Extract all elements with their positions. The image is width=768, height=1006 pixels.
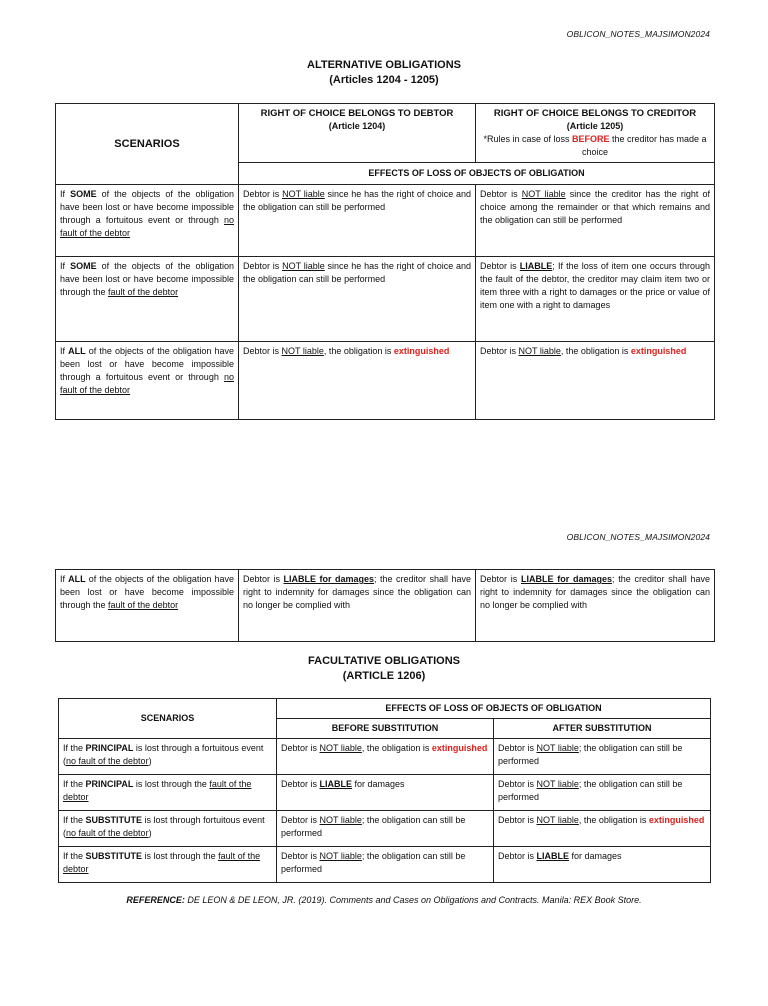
creditor-choice-title: RIGHT OF CHOICE BELONGS TO CREDITOR xyxy=(493,108,697,119)
fac-scenario-cell: If the PRINCIPAL is lost through a fortuitous event (no fault of the debtor) xyxy=(59,739,277,775)
alternative-obligations-title xyxy=(0,58,768,88)
reference-text: DE LEON & DE LEON, JR. (2019). Comments and Cases on Obligations and Contracts. Manila: REX Book Store. xyxy=(184,895,642,905)
after-substitution-cell: Debtor is NOT liable; the obligation can still be performed xyxy=(494,739,711,775)
effects-header xyxy=(239,163,715,185)
before-substitution-cell: Debtor is NOT liable, the obligation is extinguished xyxy=(277,739,494,775)
creditor-choice-article: (Article 1205) xyxy=(566,121,624,131)
before-substitution-cell: Debtor is NOT liable; the obligation can still be performed xyxy=(277,811,494,847)
fac-scenario-cell: If the PRINCIPAL is lost through the fault of the debtor xyxy=(59,775,277,811)
facultative-obligations-title xyxy=(0,654,768,684)
alternative-obligations-table-continued xyxy=(55,569,715,642)
reference-label: REFERENCE: xyxy=(126,895,185,905)
page-header-label: OBLICON_NOTES_MAJSIMON2024 xyxy=(566,29,710,39)
scenario-cell-all-no-fault: If ALL of the objects of the obligation have been lost or have become impossible through a fortuitous event or through no fault of the debtor xyxy=(56,342,239,420)
before-substitution-cell: Debtor is LIABLE for damages xyxy=(277,775,494,811)
effects-header-label: EFFECTS OF LOSS OF OBJECTS OF OBLIGATION xyxy=(368,168,585,178)
scenarios-header xyxy=(56,104,239,185)
scenario-cell-all-fault: If ALL of the objects of the obligation have been lost or have become impossible through the fault of the debtor xyxy=(56,570,239,642)
debtor-effect-cell: Debtor is NOT liable since he has the right of choice and the obligation can still be performed xyxy=(239,185,476,257)
after-substitution-cell: Debtor is NOT liable, the obligation is extinguished xyxy=(494,811,711,847)
fac-scenarios-label: SCENARIOS xyxy=(140,713,195,723)
before-highlight: BEFORE xyxy=(571,134,610,144)
creditor-effect-cell: Debtor is NOT liable since the creditor has the right of choice among the remainder or that which remains and the obligation can still be performed xyxy=(476,185,715,257)
debtor-effect-cell: Debtor is NOT liable since he has the right of choice and the obligation can still be performed xyxy=(239,257,476,342)
debtor-effect-cell: Debtor is NOT liable, the obligation is extinguished xyxy=(239,342,476,420)
after-substitution-cell: Debtor is NOT liable; the obligation can still be performed xyxy=(494,775,711,811)
subtitle-line: (ARTICLE 1206) xyxy=(342,670,426,682)
subtitle-line: (Articles 1204 - 1205) xyxy=(329,74,439,86)
before-substitution-header: BEFORE SUBSTITUTION xyxy=(277,719,494,739)
fac-effects-header xyxy=(277,699,711,719)
debtor-choice-title: RIGHT OF CHOICE BELONGS TO DEBTOR xyxy=(260,108,454,119)
creditor-choice-header xyxy=(476,104,715,163)
before-substitution-cell: Debtor is NOT liable; the obligation can still be performed xyxy=(277,847,494,883)
creditor-effect-cell: Debtor is NOT liable, the obligation is extinguished xyxy=(476,342,715,420)
creditor-effect-cell: Debtor is LIABLE for damages; the creditor shall have right to indemnity for damages since the obligation can no longer be complied with xyxy=(476,570,715,642)
fac-effects-label: EFFECTS OF LOSS OF OBJECTS OF OBLIGATION xyxy=(385,703,602,713)
fac-scenarios-header xyxy=(59,699,277,739)
reference-citation xyxy=(0,895,768,905)
creditor-effect-cell: Debtor is LIABLE; If the loss of item one occurs through the fault of the debtor, the creditor may claim item two or item three with a right to damages or the price or value of item one with a right to damages xyxy=(476,257,715,342)
facultative-obligations-table xyxy=(58,698,711,883)
title-line: FACULTATIVE OBLIGATIONS xyxy=(308,655,460,667)
scenarios-header-label: SCENARIOS xyxy=(114,137,180,150)
after-substitution-header: AFTER SUBSTITUTION xyxy=(494,719,711,739)
scenario-cell-some-fault: If SOME of the objects of the obligation have been lost or have become impossible through the fault of the debtor xyxy=(56,257,239,342)
title-line: ALTERNATIVE OBLIGATIONS xyxy=(307,59,461,71)
after-substitution-cell: Debtor is LIABLE for damages xyxy=(494,847,711,883)
debtor-effect-cell: Debtor is LIABLE for damages; the creditor shall have right to indemnity for damages since the obligation can no longer be complied with xyxy=(239,570,476,642)
creditor-choice-note: *Rules in case of loss BEFORE the creditor has made a choice xyxy=(483,134,707,157)
fac-scenario-cell: If the SUBSTITUTE is lost through fortuitous event (no fault of the debtor) xyxy=(59,811,277,847)
alternative-obligations-table xyxy=(55,103,715,420)
page-header-label: OBLICON_NOTES_MAJSIMON2024 xyxy=(566,532,710,542)
fac-scenario-cell: If the SUBSTITUTE is lost through the fault of the debtor xyxy=(59,847,277,883)
debtor-choice-article: (Article 1204) xyxy=(328,121,386,131)
scenario-cell-some-no-fault: If SOME of the objects of the obligation have been lost or have become impossible through a fortuitous event or through no fault of the debtor xyxy=(56,185,239,257)
debtor-choice-header xyxy=(239,104,476,163)
